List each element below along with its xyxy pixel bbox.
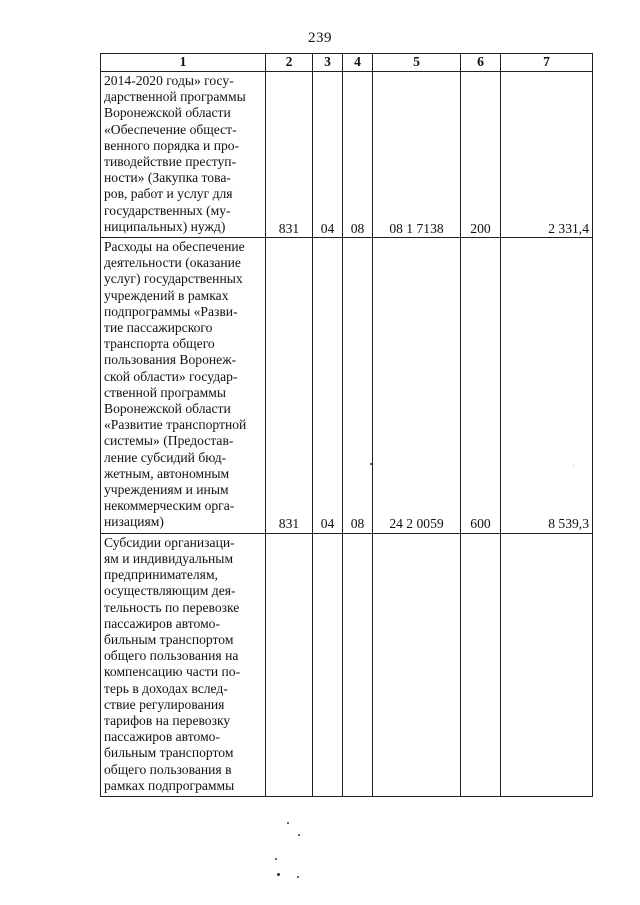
row-pr: 08 [343, 238, 373, 534]
scan-speck [297, 876, 299, 878]
row-vr: 200 [461, 72, 501, 238]
row-name: Расходы на обеспечение деятельности (оказание услуг) государственных учреждений в рамках подпрограммы «Разви- тие пассажирского транспорта общего пользования Воронеж- ской области» государ- ственной программы Воронежской области «Развитие транспортной системы» (Предостав- ление субсидий бюд- жетным, автономным учреждениям и иным некоммерческим орга- низациям) [101, 238, 266, 534]
table-row [101, 533, 593, 796]
header-col-2: 2 [266, 54, 313, 72]
header-col-6: 6 [461, 54, 501, 72]
table-row [101, 72, 593, 238]
header-col-1: 1 [101, 54, 266, 72]
scan-speck [573, 465, 574, 466]
scan-speck [277, 873, 280, 876]
header-col-7: 7 [501, 54, 593, 72]
page-number: 239 [308, 30, 332, 46]
row-csr: 24 2 0059 [373, 238, 461, 534]
scan-speck [298, 834, 300, 836]
row-amount: 2 331,4 [501, 72, 593, 238]
row-rz: 04 [313, 238, 343, 534]
table-row [101, 238, 593, 534]
row-ved [266, 533, 313, 796]
row-vr: 600 [461, 238, 501, 534]
row-ved: 831 [266, 238, 313, 534]
row-name: 2014-2020 годы» госу- дарственной программы Воронежской области «Обеспечение общест- венного порядка и про- тиводействие преступ- ности» (Закупка това- ров, работ и услуг для государственных (му- ниципальных) нужд) [101, 72, 266, 238]
header-col-3: 3 [313, 54, 343, 72]
budget-table [100, 53, 593, 797]
row-name: Субсидии организаци- ям и индивидуальным предпринимателям, осуществляющим дея- тельность по перевозке пассажиров автомо- бильным транспортом общего пользования на компенсацию части по- терь в доходах вслед- ствие регулирования тарифов на перевозку пассажиров автомо- бильным транспортом общего пользования в рамках подпрограммы [101, 533, 266, 796]
row-csr: 08 1 7138 [373, 72, 461, 238]
row-rz [313, 533, 343, 796]
row-rz: 04 [313, 72, 343, 238]
scan-speck [275, 858, 277, 860]
row-csr [373, 533, 461, 796]
header-col-4: 4 [343, 54, 373, 72]
row-ved: 831 [266, 72, 313, 238]
row-vr [461, 533, 501, 796]
header-col-5: 5 [373, 54, 461, 72]
row-amount: 8 539,3 [501, 238, 593, 534]
row-pr [343, 533, 373, 796]
row-amount [501, 533, 593, 796]
header-row [101, 54, 593, 72]
scan-speck [370, 463, 372, 465]
row-pr: 08 [343, 72, 373, 238]
scan-speck [287, 822, 289, 824]
